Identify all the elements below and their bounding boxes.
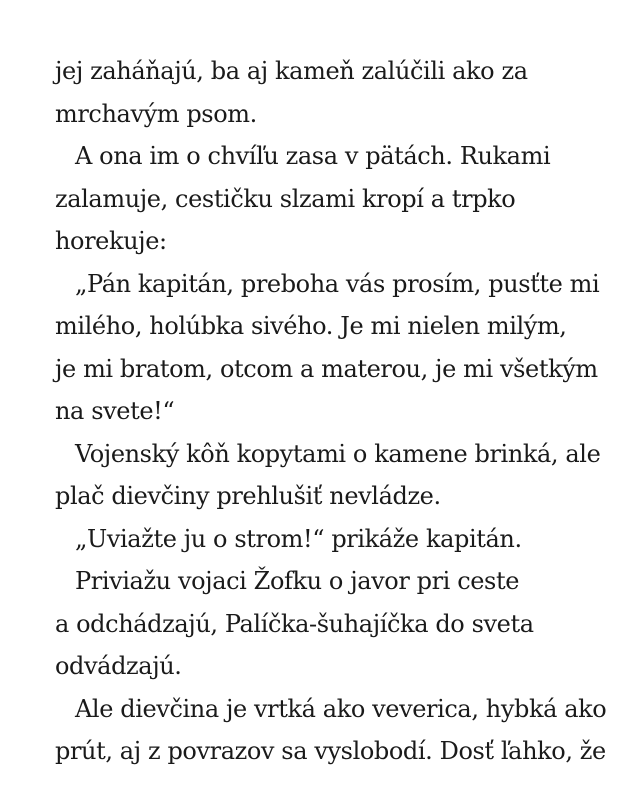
text-line: jej zaháňajú, ba aj kameň zalúčili ako za: [55, 57, 528, 85]
text-line: milého, holúbka sivého. Je mi nielen milým,: [55, 312, 567, 340]
text-line: je mi bratom, otcom a materou, je mi všetkým: [55, 354, 598, 383]
text-line: zalamuje, cestičku slzami kropí a trpko: [55, 184, 516, 213]
text-line: na svete!“: [55, 397, 175, 425]
text-line: mrchavým psom.: [55, 99, 257, 128]
book-page-text: [55, 50, 615, 773]
text-line: Ale dievčina je vrtká ako veverica, hybká ako: [75, 694, 607, 723]
text-line: Vojenský kôň kopytami o kamene brinká, ale: [75, 439, 601, 468]
text-line: odvádzajú.: [55, 652, 182, 680]
text-line: horekuje:: [55, 227, 167, 255]
text-line: a odchádzajú, Palíčka-šuhajíčka do sveta: [55, 609, 534, 638]
text-line: prút, aj z povrazov sa vyslobodí. Dosť ľahko, že: [55, 737, 606, 765]
text-line: „Uviažte ju o strom!“ prikáže kapitán.: [75, 524, 522, 553]
text-line: „Pán kapitán, preboha vás prosím, pusťte mi: [75, 269, 600, 298]
text-line: plač dievčiny prehlušiť nevládze.: [55, 482, 441, 510]
text-line: Priviažu vojaci Žofku o javor pri ceste: [75, 567, 519, 595]
text-line: A ona im o chvíľu zasa v pätách. Rukami: [75, 142, 551, 170]
